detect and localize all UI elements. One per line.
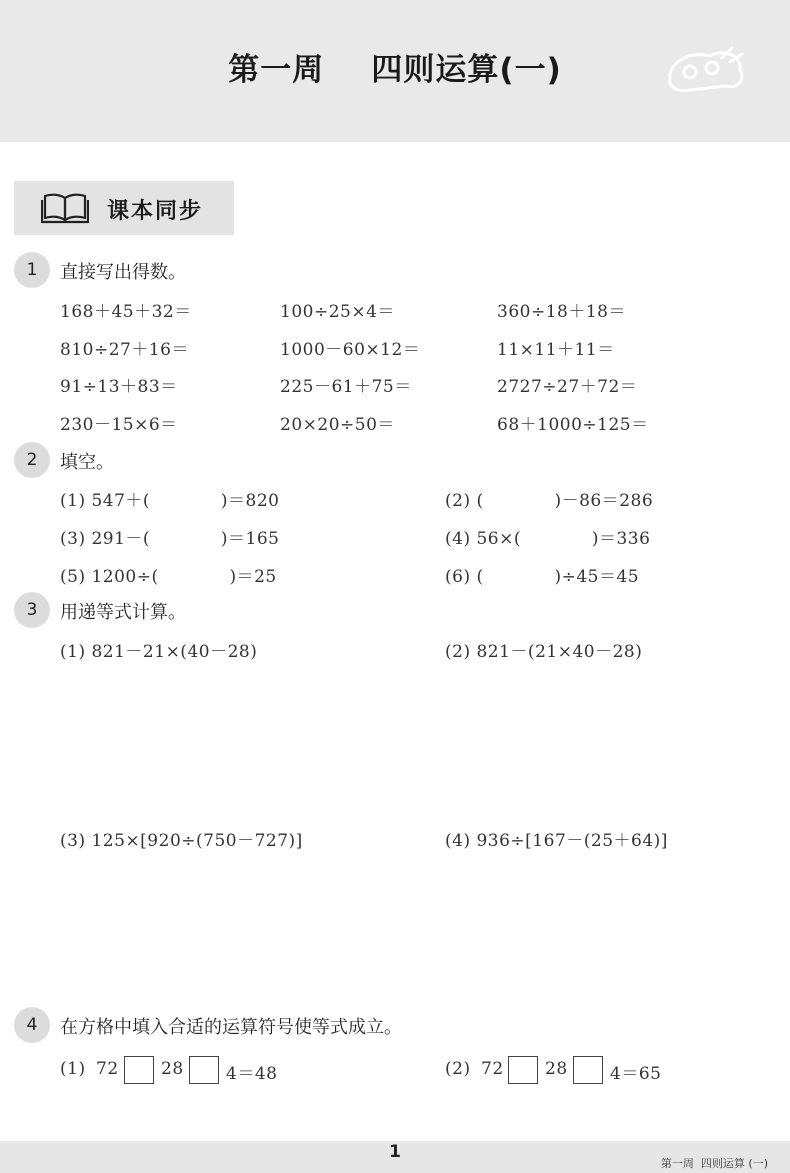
q1-item: 168＋45＋32＝ [60, 302, 192, 322]
q4-item-b: 28 [161, 1059, 184, 1079]
q2-item: (6) ( )÷45＝45 [445, 567, 640, 587]
question-1-prompt: 直接写出得数。 [60, 262, 186, 283]
question-3-number: 3 [14, 592, 50, 628]
q1-item: 360÷18＋18＝ [497, 302, 626, 322]
operator-box[interactable] [573, 1056, 603, 1084]
q1-item: 810÷27＋16＝ [60, 340, 189, 360]
section-tag [14, 181, 234, 235]
question-2-prompt: 填空。 [60, 452, 114, 473]
q2-item: (1) 547＋( )＝820 [60, 491, 280, 511]
page-title: 第一周 四则运算(一) [228, 52, 562, 88]
q3-item: (2) 821－(21×40－28) [445, 642, 643, 662]
operator-box[interactable] [189, 1056, 219, 1084]
q2-item: (4) 56×( )＝336 [445, 529, 651, 549]
book-icon [41, 192, 89, 224]
q4-item-label: (2) [445, 1059, 471, 1079]
q4-item-a: 72 [96, 1059, 119, 1079]
page-number: 1 [389, 1142, 401, 1162]
q1-item: 20×20÷50＝ [280, 415, 395, 435]
question-1-number: 1 [14, 252, 50, 288]
q2-item: (2) ( )－86＝286 [445, 491, 654, 511]
question-4-prompt: 在方格中填入合适的运算符号使等式成立。 [60, 1017, 402, 1038]
q4-item-b: 28 [545, 1059, 568, 1079]
q1-item: 2727÷27＋72＝ [497, 377, 638, 397]
operator-box[interactable] [508, 1056, 538, 1084]
operator-box[interactable] [124, 1056, 154, 1084]
q4-item-c: 4＝48 [226, 1064, 278, 1084]
q1-item: 100÷25×4＝ [280, 302, 395, 322]
q4-item-label: (1) [60, 1059, 86, 1079]
question-4-number: 4 [14, 1007, 50, 1043]
footer-title: 第一周 四则运算 (一) [660, 1157, 768, 1170]
section-label: 课本同步 [107, 199, 204, 224]
q1-item: 1000－60×12＝ [280, 340, 421, 360]
q1-item: 11×11＋11＝ [497, 340, 615, 360]
q3-item: (3) 125×[920÷(750－727)] [60, 831, 303, 851]
question-2-number: 2 [14, 442, 50, 478]
mascot-icon [660, 38, 750, 98]
q2-item: (5) 1200÷( )＝25 [60, 567, 277, 587]
q4-item-a: 72 [481, 1059, 504, 1079]
q3-item: (4) 936÷[167－(25＋64)] [445, 831, 668, 851]
question-3-prompt: 用递等式计算。 [60, 602, 186, 623]
q3-item: (1) 821－21×(40－28) [60, 642, 258, 662]
q1-item: 225－61＋75＝ [280, 377, 412, 397]
q2-item: (3) 291－( )＝165 [60, 529, 280, 549]
q1-item: 91÷13＋83＝ [60, 377, 178, 397]
q4-item-c: 4＝65 [610, 1064, 662, 1084]
q1-item: 230－15×6＝ [60, 415, 178, 435]
q1-item: 68＋1000÷125＝ [497, 415, 649, 435]
